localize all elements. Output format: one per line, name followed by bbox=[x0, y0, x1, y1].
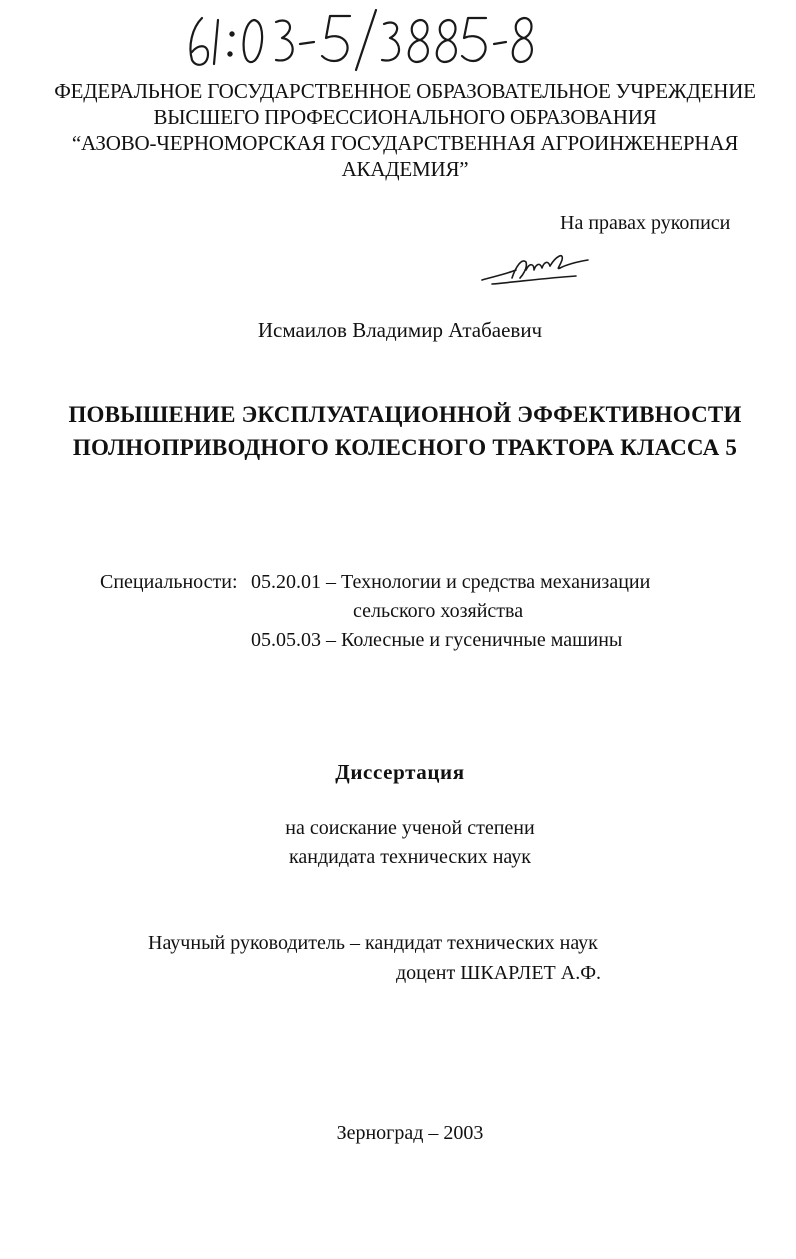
place-year: Зерноград – 2003 bbox=[336, 1122, 484, 1144]
supervisor-line: доцент ШКАРЛЕТ А.Ф. bbox=[396, 962, 602, 984]
specialty-code-line: 05.05.03 – Колесные и гусеничные машины bbox=[251, 629, 623, 651]
specialty-row bbox=[100, 626, 780, 655]
document-type: Диссертация bbox=[335, 760, 465, 784]
supervisor-line: Научный руководитель – кандидат технических наук bbox=[148, 932, 598, 954]
specialty-continuation: сельского хозяйства bbox=[353, 600, 524, 622]
institution-line: “АЗОВО-ЧЕРНОМОРСКАЯ ГОСУДАРСТВЕННАЯ АГРОИНЖЕНЕРНАЯ bbox=[71, 131, 739, 155]
rights-notice: На правах рукописи bbox=[560, 212, 731, 234]
degree-line: на соискание ученой степени bbox=[285, 817, 535, 839]
specialty-code-line: 05.20.01 – Технологии и средства механизации bbox=[251, 571, 651, 593]
supervisor-block bbox=[148, 928, 768, 988]
institution-header bbox=[40, 78, 770, 182]
handwritten-archive-code bbox=[180, 6, 540, 76]
degree-line: кандидата технических наук bbox=[288, 846, 532, 868]
institution-line: АКАДЕМИЯ” bbox=[341, 157, 469, 181]
title-line: ПОЛНОПРИВОДНОГО КОЛЕСНОГО ТРАКТОРА КЛАССА 5 bbox=[72, 435, 738, 460]
dissertation-title bbox=[40, 398, 770, 464]
author-signature bbox=[476, 240, 596, 290]
specialties-block bbox=[100, 568, 780, 655]
specialties-label: Специальности: bbox=[100, 571, 238, 593]
institution-line: ВЫСШЕГО ПРОФЕССИОНАЛЬНОГО ОБРАЗОВАНИЯ bbox=[153, 105, 657, 129]
author-name: Исмаилов Владимир Атабаевич bbox=[257, 318, 543, 342]
degree-block bbox=[200, 814, 620, 872]
specialty-row bbox=[100, 597, 780, 626]
title-line: ПОВЫШЕНИЕ ЭКСПЛУАТАЦИОННОЙ ЭФФЕКТИВНОСТИ bbox=[68, 402, 742, 427]
specialty-row bbox=[100, 568, 780, 597]
institution-line: ФЕДЕРАЛЬНОЕ ГОСУДАРСТВЕННОЕ ОБРАЗОВАТЕЛЬНОЕ УЧРЕЖДЕНИЕ bbox=[54, 79, 756, 103]
